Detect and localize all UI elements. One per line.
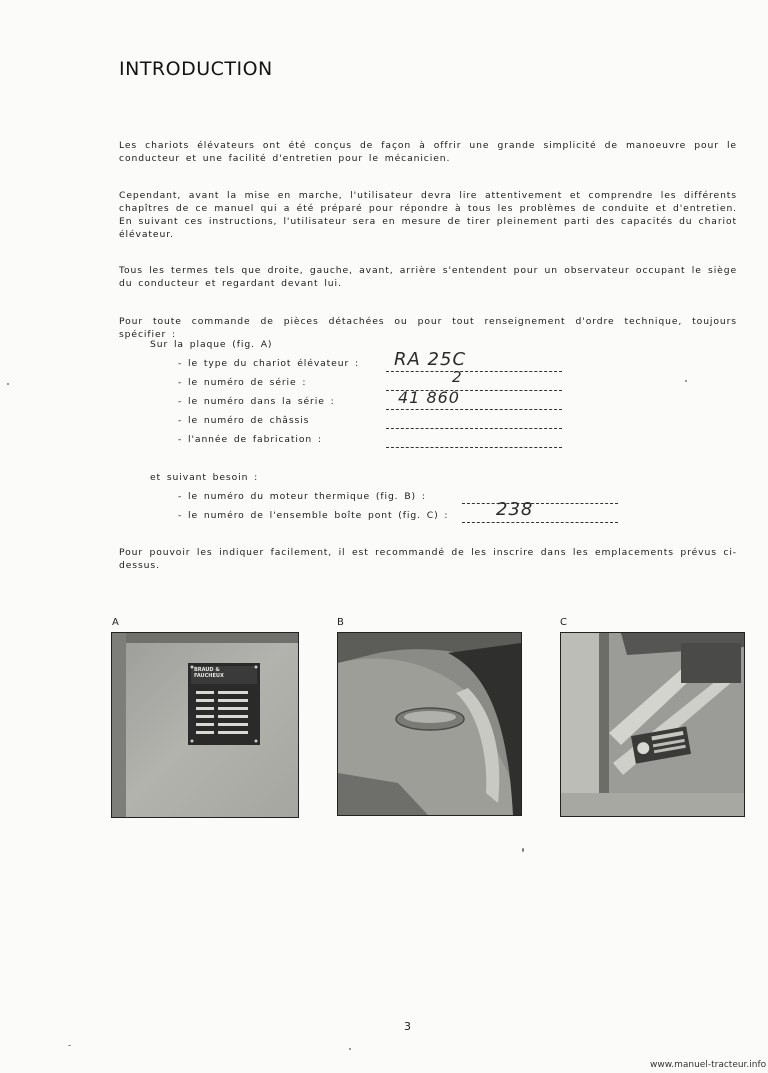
plate-heading: Sur la plaque (fig. A) xyxy=(150,339,273,350)
paragraph-reading: Cependant, avant la mise en marche, l'utilisateur devra lire attentivement et comprendre les différents chapîtres de ce manuel qui a été préparé pour répondre à tous les problèmes de conduite et d'entretien. En suivant ces instructions, l'utilisateur sera en mesure de tirer pleinement parti des capacités du chariot élévateur. xyxy=(119,190,737,240)
plate-item-label: - le numéro de châssis xyxy=(178,415,310,426)
figure-label-a: A xyxy=(112,617,119,628)
scan-speck xyxy=(349,1048,351,1050)
photo-c-image xyxy=(561,633,744,816)
figure-label-b: B xyxy=(337,617,344,628)
plate-item-label: - le numéro de série : xyxy=(178,377,307,388)
scan-speck xyxy=(685,380,687,382)
handwritten-value: 2 xyxy=(452,368,463,386)
plate-brand-text: BRAUD & FAUCHEUX xyxy=(194,667,224,679)
scan-speck xyxy=(7,383,9,385)
figure-label-c: C xyxy=(560,617,567,628)
paragraph-recommendation: Pour pouvoir les indiquer facilement, il est recommandé de les inscrire dans les emplacements prévus ci-dessus. xyxy=(119,547,737,571)
extra-heading: et suivant besoin : xyxy=(150,472,259,483)
plate-item-label: - le numéro dans la série : xyxy=(178,396,335,407)
paragraph-terms: Tous les termes tels que droite, gauche, avant, arrière s'entendent pour un observateur occupant le siège du conducteur et regardant devant lui. xyxy=(119,265,737,289)
handwritten-value: RA 25C xyxy=(394,349,467,370)
photo-b-image xyxy=(338,633,521,815)
scan-speck xyxy=(522,848,524,852)
plate-item-field xyxy=(386,414,562,429)
footer-url: www.manuel-tracteur.info xyxy=(650,1060,767,1070)
photo-b-engine xyxy=(337,632,522,816)
extra-item-field xyxy=(462,508,618,523)
paragraph-intro: Les chariots élévateurs ont été conçus de façon à offrir une grande simplicité de manoeuvre pour le conducteur et une facilité d'entretien pour le mécanicien. xyxy=(119,140,737,164)
scan-speck xyxy=(68,1045,71,1046)
handwritten-value: 238 xyxy=(496,499,534,520)
page-title: INTRODUCTION xyxy=(119,58,273,80)
photo-a-image xyxy=(112,633,298,817)
extra-item-label: - le numéro du moteur thermique (fig. B) : xyxy=(178,491,426,502)
plate-item-label: - l'année de fabrication : xyxy=(178,434,322,445)
page-number: 3 xyxy=(404,1020,411,1033)
handwritten-value: 41 860 xyxy=(398,388,460,407)
plate-item-label: - le type du chariot élévateur : xyxy=(178,358,359,369)
plate-item-field xyxy=(386,433,562,448)
photo-a-identification-plate xyxy=(111,632,299,818)
extra-item-label: - le numéro de l'ensemble boîte pont (fig. C) : xyxy=(178,510,449,521)
paragraph-orders: Pour toute commande de pièces détachées ou pour tout renseignement d'ordre technique, toujours spécifier : xyxy=(119,316,737,340)
photo-c-gearbox xyxy=(560,632,745,817)
extra-item-field xyxy=(462,489,618,504)
